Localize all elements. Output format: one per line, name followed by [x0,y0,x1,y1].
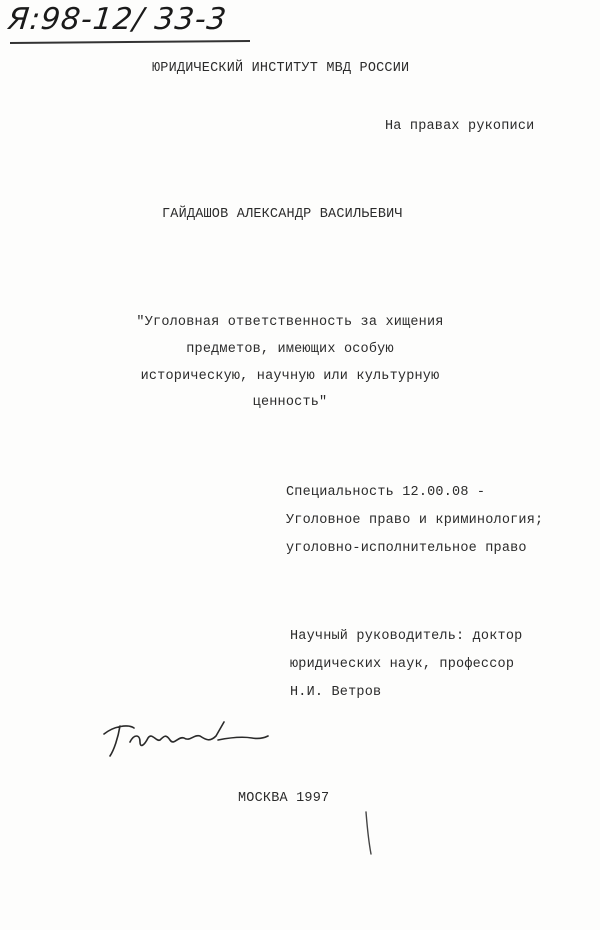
supervisor-line: Научный руководитель: доктор [290,629,523,644]
manuscript-rights: На правах рукописи [385,119,535,134]
specialty-line: уголовно-исполнительное право [286,541,527,556]
title-line: историческую, научную или культурную [140,369,440,384]
author-signature [100,712,270,762]
title-line: "Уголовная ответственность за хищения [136,315,444,330]
place-and-year: МОСКВА 1997 [238,791,330,806]
supervisor-line: Н.И. Ветров [290,685,382,700]
specialty-line: Специальность 12.00.08 - [286,485,486,500]
author-name: ГАЙДАШОВ АЛЕКСАНДР ВАСИЛЬЕВИЧ [162,207,403,222]
pencil-mark [362,810,374,856]
specialty-line: Уголовное право и криминология; [286,513,544,528]
title-line: ценность" [252,395,328,410]
supervisor-line: юридических наук, профессор [290,657,515,672]
stamp-underline [10,40,250,44]
title-line: предметов, имеющих особую [186,342,394,357]
institution-name: ЮРИДИЧЕСКИЙ ИНСТИТУТ МВД РОССИИ [152,61,410,76]
archive-stamp: Я:98-12/ 33-3 [6,2,229,37]
